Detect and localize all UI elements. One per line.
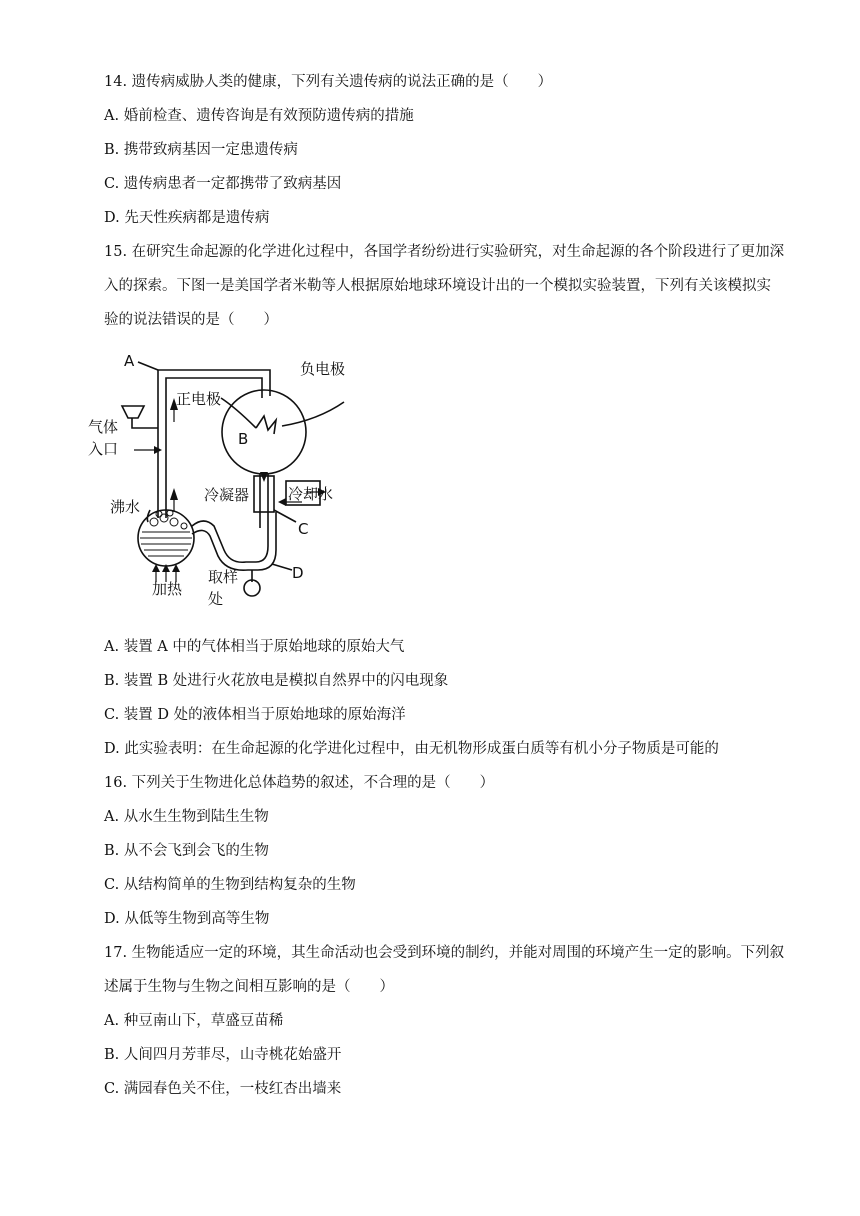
label-cooling-water: 冷却水 (288, 485, 334, 503)
q17-option-c: C. 满园春色关不住，一枝红杏出墙来 (104, 1081, 342, 1097)
q17-option-b: B. 人间四月芳菲尽，山寺桃花始盛开 (104, 1047, 342, 1063)
q16-option-d: D. 从低等生物到高等生物 (104, 911, 270, 927)
gas-inlet-valve (122, 406, 144, 418)
arrow-down-icon (260, 472, 268, 482)
label-gas-inlet-1: 气体 (88, 418, 119, 436)
q14-option-a: A. 婚前检查、遗传咨询是有效预防遗传病的措施 (104, 108, 414, 124)
flask-b (222, 390, 306, 474)
label-positive-electrode: 正电极 (176, 390, 222, 408)
q14-option-d: D. 先天性疾病都是遗传病 (104, 210, 270, 226)
label-line-a (138, 362, 158, 370)
gas-inlet-pipe (132, 418, 158, 428)
label-boiling-water: 沸水 (110, 498, 141, 516)
label-line-d (272, 564, 292, 570)
q15-option-a: A. 装置 A 中的气体相当于原始地球的原始大气 (104, 639, 405, 655)
q14-option-b: B. 携带致病基因一定患遗传病 (104, 142, 298, 158)
sampling-flask (244, 580, 260, 596)
q15-stem-line-3: 验的说法错误的是（ ） (104, 312, 278, 328)
arrow-up-icon (170, 488, 178, 500)
label-c: C (298, 520, 309, 538)
q15-stem-line-1: 15. 在研究生命起源的化学进化过程中，各国学者纷纷进行实验研究，对生命起源的各个阶段进行了更加深 (104, 244, 785, 260)
q16-option-a: A. 从水生生物到陆生生物 (104, 809, 269, 825)
miller-apparatus-diagram (86, 350, 376, 612)
label-a: A (124, 352, 135, 370)
label-line-c (274, 510, 296, 522)
label-sampling-2: 处 (208, 590, 224, 608)
label-b: B (238, 430, 249, 448)
q14-stem: 14. 遗传病威胁人类的健康，下列有关遗传病的说法正确的是（ ） (104, 74, 553, 90)
q16-option-b: B. 从不会飞到会飞的生物 (104, 843, 269, 859)
q15-stem-line-2: 入的探索。下图一是美国学者米勒等人根据原始地球环境设计出的一个模拟实验装置，下列有关该模拟实 (104, 278, 771, 294)
label-negative-electrode: 负电极 (300, 360, 346, 378)
q17-option-a: A. 种豆南山下，草盛豆苗稀 (104, 1013, 284, 1029)
u-tube-d-outer (192, 521, 268, 562)
label-heating: 加热 (152, 580, 183, 598)
negative-electrode-wire (282, 402, 344, 426)
q17-stem-line-2: 述属于生物与生物之间相互影响的是（ ） (104, 979, 394, 995)
q15-option-d: D. 此实验表明：在生命起源的化学进化过程中，由无机物形成蛋白质等有机小分子物质是可能的 (104, 741, 719, 757)
q16-stem: 16. 下列关于生物进化总体趋势的叙述，不合理的是（ ） (104, 775, 495, 791)
q16-option-c: C. 从结构简单的生物到结构复杂的生物 (104, 877, 356, 893)
label-gas-inlet-2: 入口 (88, 440, 119, 458)
label-sampling-1: 取样 (208, 568, 239, 586)
q14-option-c: C. 遗传病患者一定都携带了致病基因 (104, 176, 342, 192)
spark (256, 416, 276, 434)
q15-option-b: B. 装置 B 处进行火花放电是模拟自然界中的闪电现象 (104, 673, 449, 689)
q17-stem-line-1: 17. 生物能适应一定的环境，其生命活动也会受到环境的制约，并能对周围的环境产生一定的影响。下列叙 (104, 945, 785, 961)
q15-option-c: C. 装置 D 处的液体相当于原始地球的原始海洋 (104, 707, 406, 723)
label-d: D (292, 564, 304, 582)
label-condenser: 冷凝器 (204, 486, 250, 504)
arrow-left-icon (278, 498, 286, 506)
